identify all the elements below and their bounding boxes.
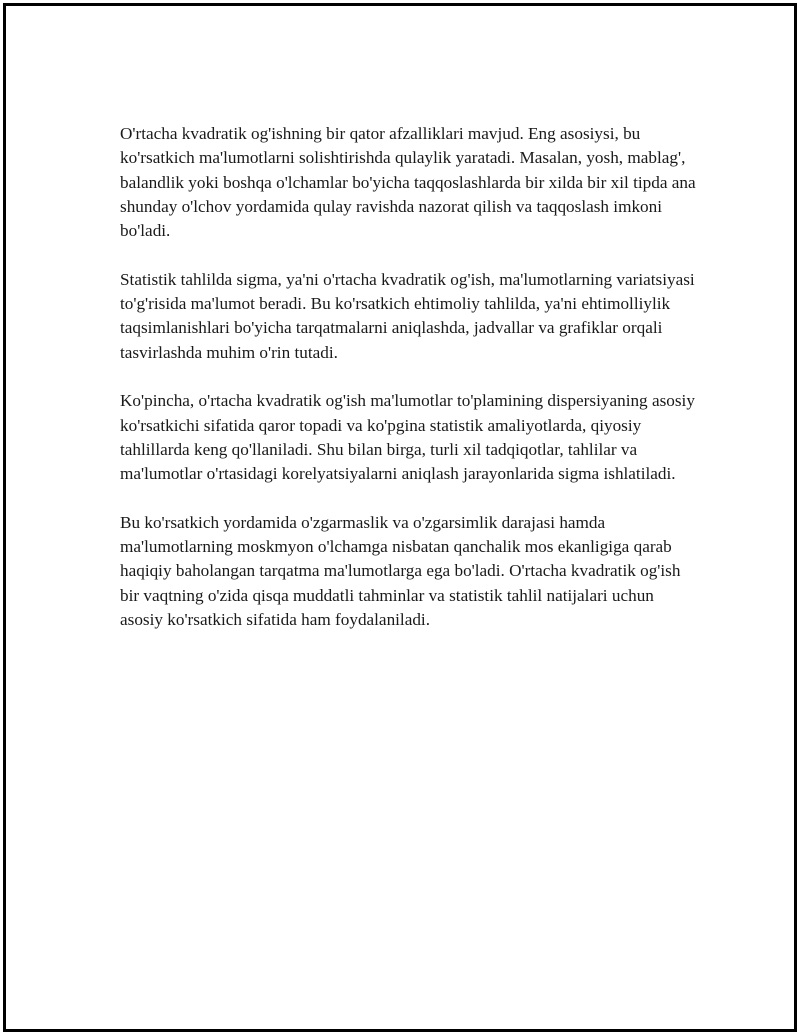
- paragraph-4: Bu ko'rsatkich yordamida o'zgarmaslik va o'zgarsimlik darajasi hamda ma'lumotlarning moskmyon o'lchamga nisbatan qanchalik mos ekanligiga qarab haqiqiy baholangan tarqatma ma'lumotlarga ega bo'ladi. O'rtacha kvadratik og'ish bir vaqtning o'zida qisqa muddatli tahminlar va statistik tahlil natijalari uchun asosiy ko'rsatkich sifatida ham foydalaniladi.: [120, 512, 681, 629]
- page-border: [3, 3, 797, 1032]
- paragraph-1: O'rtacha kvadratik og'ishning bir qator afzalliklari mavjud. Eng asosiysi, bu ko'rsatkich ma'lumotlarni solishtirishda qulaylik yaratadi. Masalan, yosh, mablag', balandlik yoki boshqa o'lchamlar bo'yicha taqqoslashlarda bir xilda bir xil tipda ana shunday o'lchov yordamida qulay ravishda nazorat qilish va taqqoslash imkoni bo'ladi.: [120, 124, 696, 241]
- document-body: [120, 122, 696, 657]
- paragraph-3: Ko'pincha, o'rtacha kvadratik og'ish ma'lumotlar to'plamining dispersiyaning asosiy ko'rsatkichi sifatida qaror topadi va ko'pgina statistik amaliyotlarda, qiyosiy tahlillarda keng qo'llaniladi. Shu bilan birga, turli xil tadqiqotlar, tahlilar va ma'lumotlar o'rtasidagi korelyatsiyalarni aniqlash jarayonlarida sigma ishlatiladi.: [120, 391, 695, 484]
- paragraph-2: Statistik tahlilda sigma, ya'ni o'rtacha kvadratik og'ish, ma'lumotlarning variatsiyasi to'g'risida ma'lumot beradi. Bu ko'rsatkich ehtimoliy tahlilda, ya'ni ehtimolliylik taqsimlanishlari bo'yicha tarqatmalarni aniqlashda, jadvallar va grafiklar orqali tasvirlashda muhim o'rin tutadi.: [120, 269, 695, 362]
